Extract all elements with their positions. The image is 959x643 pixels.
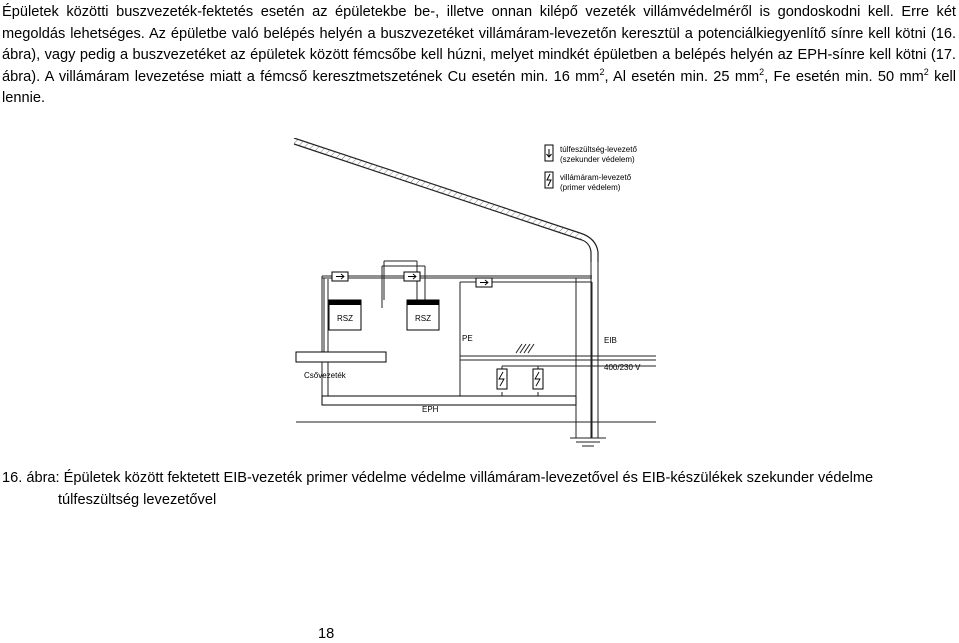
protection-diagram	[292, 138, 664, 452]
rsz-units	[329, 300, 439, 330]
paragraph-text-1: Épületek közötti buszvezeték-fektetés esetén az épületekbe be-, illetve onnan kilépő vezeték villámvédelméről is gondoskodni kell. Erre két megoldás lehetséges. Az épületbe való belépés helyén a buszvezetéket villámáram-levezetőn keresztül a potenciálkiegyenlítő sínre kell kötni (16. ábra), vagy pedig a buszvezetéket az épületek között fémcsőbe kell húzni, melyet mindkét épületben a belépés helyén az EPH-sínre kell kötni (17. ábra). A villámáram levezetése miatt a fémcső keresztmetszetének Cu esetén min. 16 mm	[2, 4, 956, 85]
ground	[296, 405, 656, 446]
pe-label: PE	[462, 334, 473, 343]
pipe-label: Csővezeték	[304, 371, 346, 380]
incoming-lines	[460, 262, 656, 438]
figure-caption	[2, 468, 956, 511]
superscript-3: 2	[923, 66, 929, 77]
body-paragraph	[2, 2, 956, 110]
page-number: 18	[318, 626, 335, 642]
rsz-left-label: RSZ	[337, 314, 353, 323]
surge-arresters-top	[332, 272, 492, 287]
rsz-right-label: RSZ	[415, 314, 431, 323]
legend-surge-line1: túlfeszültség-levezető	[560, 145, 637, 154]
diagram-svg	[292, 138, 664, 452]
bus-lines	[322, 261, 592, 396]
superscript-1: 2	[599, 66, 605, 77]
legend-lightning-line1: villámáram-levezető	[560, 173, 632, 182]
paragraph-text-4: kell lennie.	[2, 68, 956, 107]
eph-label: EPH	[422, 405, 439, 414]
eib-label: EIB	[604, 336, 617, 345]
pipe	[296, 352, 386, 380]
legend-lightning-line2: (primer védelem)	[560, 183, 621, 192]
paragraph-text-3: , Fe esetén min. 50 mm	[764, 68, 924, 85]
caption-line2: túlfeszültség levezetővel	[58, 491, 217, 508]
caption-line1: 16. ábra: Épületek között fektetett EIB-vezeték primer védelme védelme villámáram-levezetővel és EIB-készülékek szekunder védelme	[2, 470, 874, 486]
superscript-2: 2	[759, 66, 765, 77]
legend-surge-line2: (szekunder védelem)	[560, 155, 635, 164]
lightning-arresters-bottom	[497, 369, 543, 389]
paragraph-text-2: , Al esetén min. 25 mm	[604, 68, 760, 85]
voltage-label: 400/230 V	[604, 363, 641, 372]
legend	[545, 145, 637, 192]
